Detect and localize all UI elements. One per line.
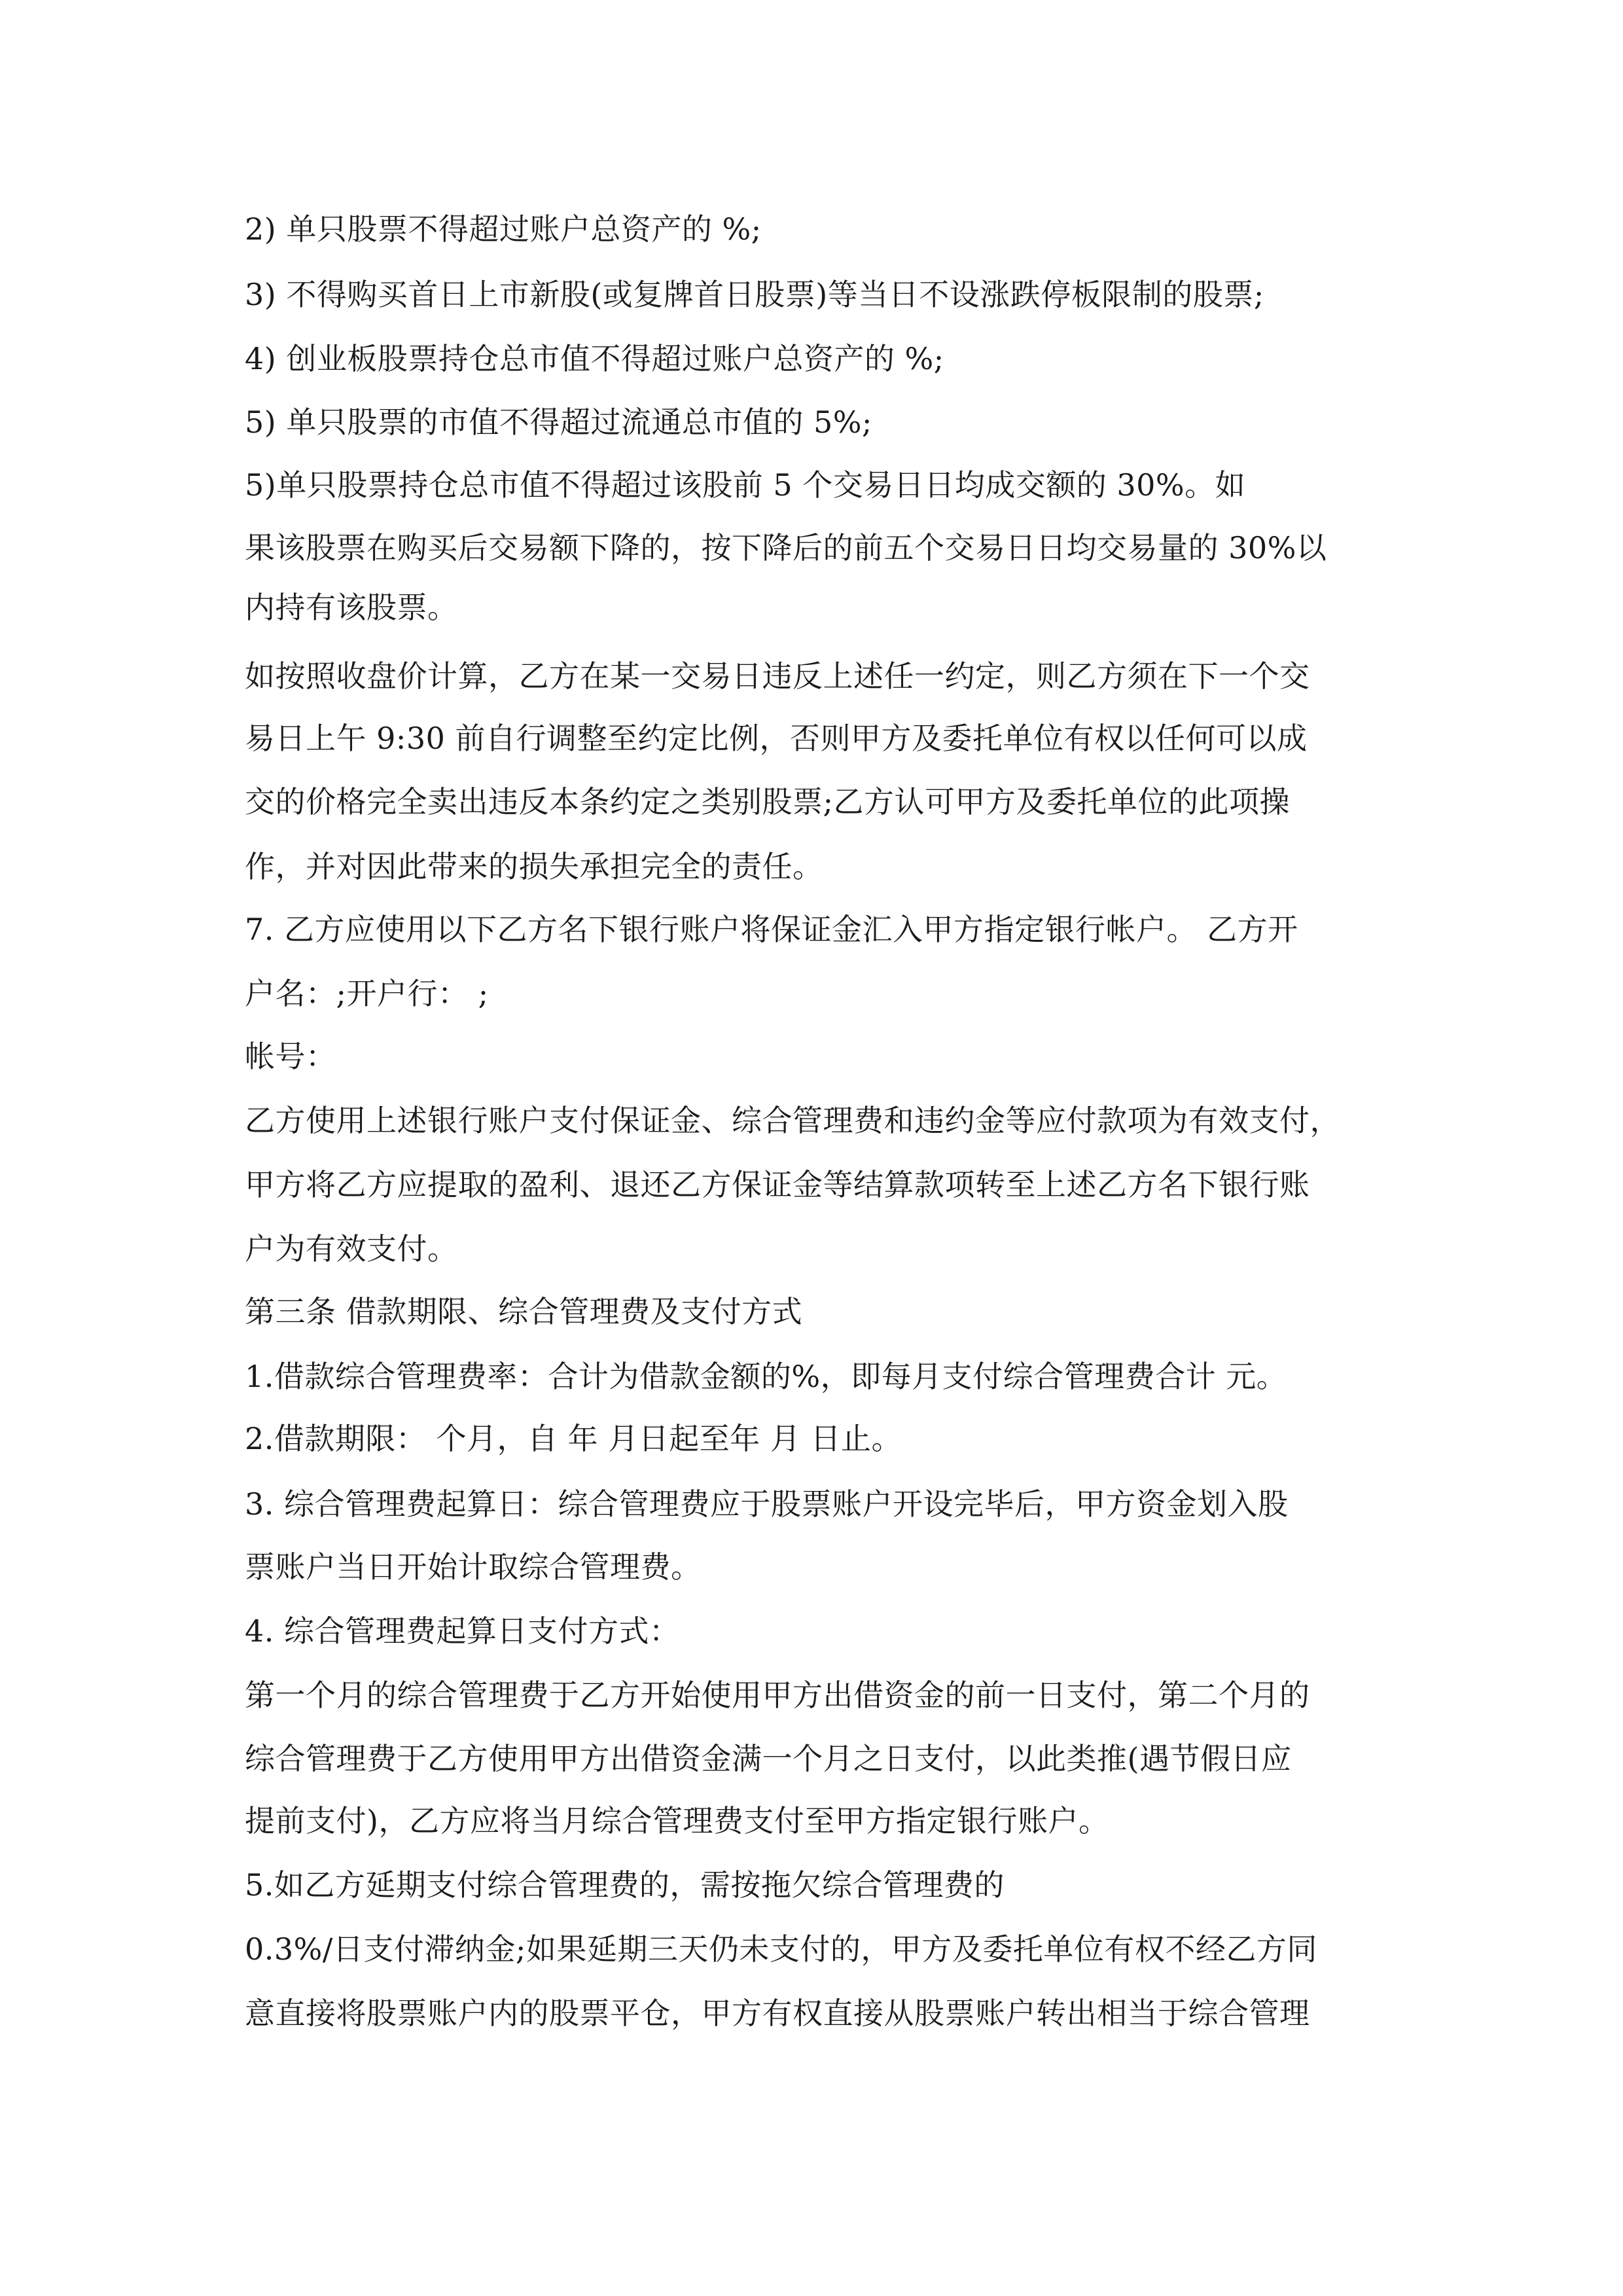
text-line: 0.3%/日支付滞纳金;如果延期三天仍未支付的，甲方及委托单位有权不经乙方同 [245, 1931, 1317, 1967]
text-line: 户名：;开户行： ; [245, 976, 489, 1011]
text-line: 意直接将股票账户内的股票平仓，甲方有权直接从股票账户转出相当于综合管理 [245, 1996, 1310, 2031]
text-line: 第一个月的综合管理费于乙方开始使用甲方出借资金的前一日支付，第二个月的 [245, 1677, 1310, 1713]
text-line: 7. 乙方应使用以下乙方名下银行账户将保证金汇入甲方指定银行帐户。 乙方开 [245, 912, 1298, 947]
text-line: 乙方使用上述银行账户支付保证金、综合管理费和违约金等应付款项为有效支付， [245, 1103, 1340, 1138]
text-line: 3) 不得购买首日上市新股(或复牌首日股票)等当日不设涨跌停板限制的股票; [245, 277, 1264, 312]
text-line: 4) 创业板股票持仓总市值不得超过账户总资产的 %; [245, 341, 944, 376]
text-line: 3. 综合管理费起算日：综合管理费应于股票账户开设完毕后，甲方资金划入股 [245, 1486, 1289, 1522]
text-line: 4. 综合管理费起算日支付方式： [245, 1613, 680, 1649]
text-line: 2) 单只股票不得超过账户总资产的 %; [245, 211, 762, 247]
text-line: 果该股票在购买后交易额下降的，按下降后的前五个交易日日均交易量的 30%以 [245, 530, 1327, 565]
text-line: 票账户当日开始计取综合管理费。 [245, 1549, 702, 1585]
text-line: 提前支付)，乙方应将当月综合管理费支付至甲方指定银行账户。 [245, 1803, 1109, 1839]
text-line: 交的价格完全卖出违反本条约定之类别股票;乙方认可甲方及委托单位的此项操 [245, 784, 1290, 819]
text-line: 内持有该股票。 [245, 590, 458, 625]
text-line: 2.借款期限： 个月，自 年 月日起至年 月 日止。 [245, 1421, 902, 1456]
text-line: 户为有效支付。 [245, 1231, 458, 1266]
text-line: 作，并对因此带来的损失承担完全的责任。 [245, 849, 823, 884]
text-line: 5) 单只股票的市值不得超过流通总市值的 5%; [245, 404, 872, 440]
text-line: 甲方将乙方应提取的盈利、退还乙方保证金等结算款项转至上述乙方名下银行账 [245, 1167, 1310, 1202]
text-line: 易日上午 9:30 前自行调整至约定比例，否则甲方及委托单位有权以任何可以成 [245, 721, 1308, 756]
text-line: 综合管理费于乙方使用甲方出借资金满一个月之日支付，以此类推(遇节假日应 [245, 1741, 1292, 1776]
text-line: 第三条 借款期限、综合管理费及支付方式 [245, 1294, 803, 1329]
text-line: 帐号： [245, 1039, 336, 1074]
text-line: 5)单只股票持仓总市值不得超过该股前 5 个交易日日均成交额的 30%。如 [245, 467, 1246, 503]
text-line: 1.借款综合管理费率：合计为借款金额的%，即每月支付综合管理费合计 元。 [245, 1359, 1287, 1394]
text-line: 5.如乙方延期支付综合管理费的，需按拖欠综合管理费的 [245, 1867, 1005, 1903]
text-line: 如按照收盘价计算，乙方在某一交易日违反上述任一约定，则乙方须在下一个交 [245, 658, 1310, 694]
